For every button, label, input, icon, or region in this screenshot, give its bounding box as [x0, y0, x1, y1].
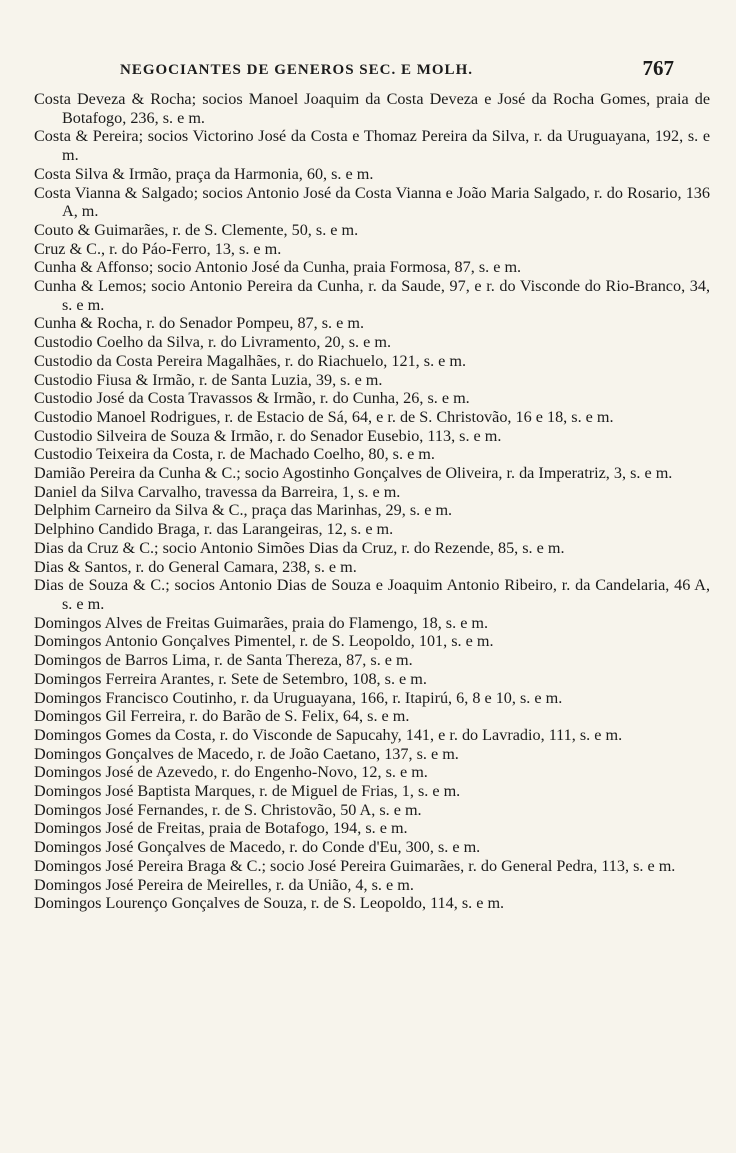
- running-head: NEGOCIANTES DE GENEROS SEC. E MOLH.: [120, 62, 473, 78]
- directory-entry: Custodio Coelho da Silva, r. do Livramento, 20, s. e m.: [34, 333, 391, 352]
- directory-entry: Daniel da Silva Carvalho, travessa da Barreira, 1, s. e m.: [34, 482, 401, 501]
- entry-list: [34, 90, 710, 913]
- directory-entry: Domingos José de Freitas, praia de Botafogo, 194, s. e m.: [34, 819, 408, 838]
- directory-entry: Costa Vianna & Salgado; socios Antonio José da Costa Vianna e João Maria Salgado, r. do Rosario, 136 A, m.: [34, 183, 710, 221]
- directory-entry: Dias da Cruz & C.; socio Antonio Simões Dias da Cruz, r. do Rezende, 85, s. e m.: [34, 538, 565, 557]
- directory-entry: Domingos Gonçalves de Macedo, r. de João Caetano, 137, s. e m.: [34, 744, 459, 763]
- directory-entry: Domingos José Baptista Marques, r. de Miguel de Frias, 1, s. e m.: [34, 782, 461, 801]
- directory-entry: Domingos Gil Ferreira, r. do Barão de S. Felix, 64, s. e m.: [34, 707, 410, 726]
- directory-entry: Cunha & Rocha, r. do Senador Pompeu, 87, s. e m.: [34, 314, 365, 333]
- directory-entry: Delphim Carneiro da Silva & C., praça das Marinhas, 29, s. e m.: [34, 501, 453, 520]
- directory-entry: Cruz & C., r. do Páo-Ferro, 13, s. e m.: [34, 239, 282, 258]
- directory-entry: Custodio Teixeira da Costa, r. de Machado Coelho, 80, s. e m.: [34, 445, 435, 464]
- directory-entry: Costa Deveza & Rocha; socios Manoel Joaquim da Costa Deveza e José da Rocha Gomes, praia de Botafogo, 236, s. e m.: [34, 90, 710, 127]
- directory-entry: Couto & Guimarães, r. de S. Clemente, 50, s. e m.: [34, 220, 359, 239]
- directory-entry: Custodio José da Costa Travassos & Irmão, r. do Cunha, 26, s. e m.: [34, 389, 470, 408]
- directory-entry: Costa & Pereira; socios Victorino José da Costa e Thomaz Pereira da Silva, r. da Uruguayana, 192, s. e m.: [34, 127, 710, 165]
- directory-entry: Cunha & Lemos; socio Antonio Pereira da Cunha, r. da Saude, 97, e r. do Visconde do Rio-Branco, 34, s. e m.: [34, 277, 710, 314]
- directory-entry: Domingos José Pereira de Meirelles, r. da União, 4, s. e m.: [34, 875, 414, 894]
- directory-entry: Cunha & Affonso; socio Antonio José da Cunha, praia Formosa, 87, s. e m.: [34, 258, 522, 277]
- directory-entry: Domingos Lourenço Gonçalves de Souza, r. de S. Leopoldo, 114, s. e m.: [34, 894, 505, 913]
- directory-entry: Domingos Antonio Gonçalves Pimentel, r. de S. Leopoldo, 101, s. e m.: [34, 632, 494, 651]
- directory-entry: Custodio Silveira de Souza & Irmão, r. do Senador Eusebio, 113, s. e m.: [34, 426, 502, 445]
- directory-entry: Domingos José Gonçalves de Macedo, r. do Conde d'Eu, 300, s. e m.: [34, 838, 481, 857]
- directory-entry: Domingos Francisco Coutinho, r. da Uruguayana, 166, r. Itapirú, 6, 8 e 10, s. e m.: [34, 688, 563, 707]
- directory-entry: Domingos José de Azevedo, r. do Engenho-Novo, 12, s. e m.: [34, 763, 428, 782]
- directory-entry: Domingos Gomes da Costa, r. do Visconde de Sapucahy, 141, e r. do Lavradio, 111, s. e m.: [34, 725, 623, 744]
- directory-entry: Dias de Souza & C.; socios Antonio Dias de Souza e Joaquim Antonio Ribeiro, r. da Candelaria, 46 A, s. e m.: [34, 576, 710, 613]
- directory-entry: Domingos José Fernandes, r. de S. Christovão, 50 A, s. e m.: [34, 800, 422, 819]
- directory-entry: Domingos Ferreira Arantes, r. Sete de Setembro, 108, s. e m.: [34, 669, 427, 688]
- directory-entry: Custodio Manoel Rodrigues, r. de Estacio de Sá, 64, e r. de S. Christovão, 16 e 18, s. e m.: [34, 407, 614, 426]
- directory-entry: Domingos de Barros Lima, r. de Santa Thereza, 87, s. e m.: [34, 651, 413, 670]
- directory-entry: Domingos José Pereira Braga & C.; socio José Pereira Guimarães, r. do General Pedra, 113, s. e m.: [34, 856, 676, 875]
- directory-entry: Delphino Candido Braga, r. das Larangeiras, 12, s. e m.: [34, 520, 394, 539]
- directory-entry: Dias & Santos, r. do General Camara, 238, s. e m.: [34, 557, 357, 576]
- directory-entry: Domingos Alves de Freitas Guimarães, praia do Flamengo, 18, s. e m.: [34, 613, 489, 632]
- page-number: 767: [642, 56, 674, 80]
- directory-entry: Custodio da Costa Pereira Magalhães, r. do Riachuelo, 121, s. e m.: [34, 351, 467, 370]
- directory-entry: Costa Silva & Irmão, praça da Harmonia, 60, s. e m.: [34, 164, 374, 183]
- directory-entry: Custodio Fiusa & Irmão, r. de Santa Luzia, 39, s. e m.: [34, 370, 383, 389]
- directory-entry: Damião Pereira da Cunha & C.; socio Agostinho Gonçalves de Oliveira, r. da Imperatriz, 3, s. e m.: [34, 464, 673, 483]
